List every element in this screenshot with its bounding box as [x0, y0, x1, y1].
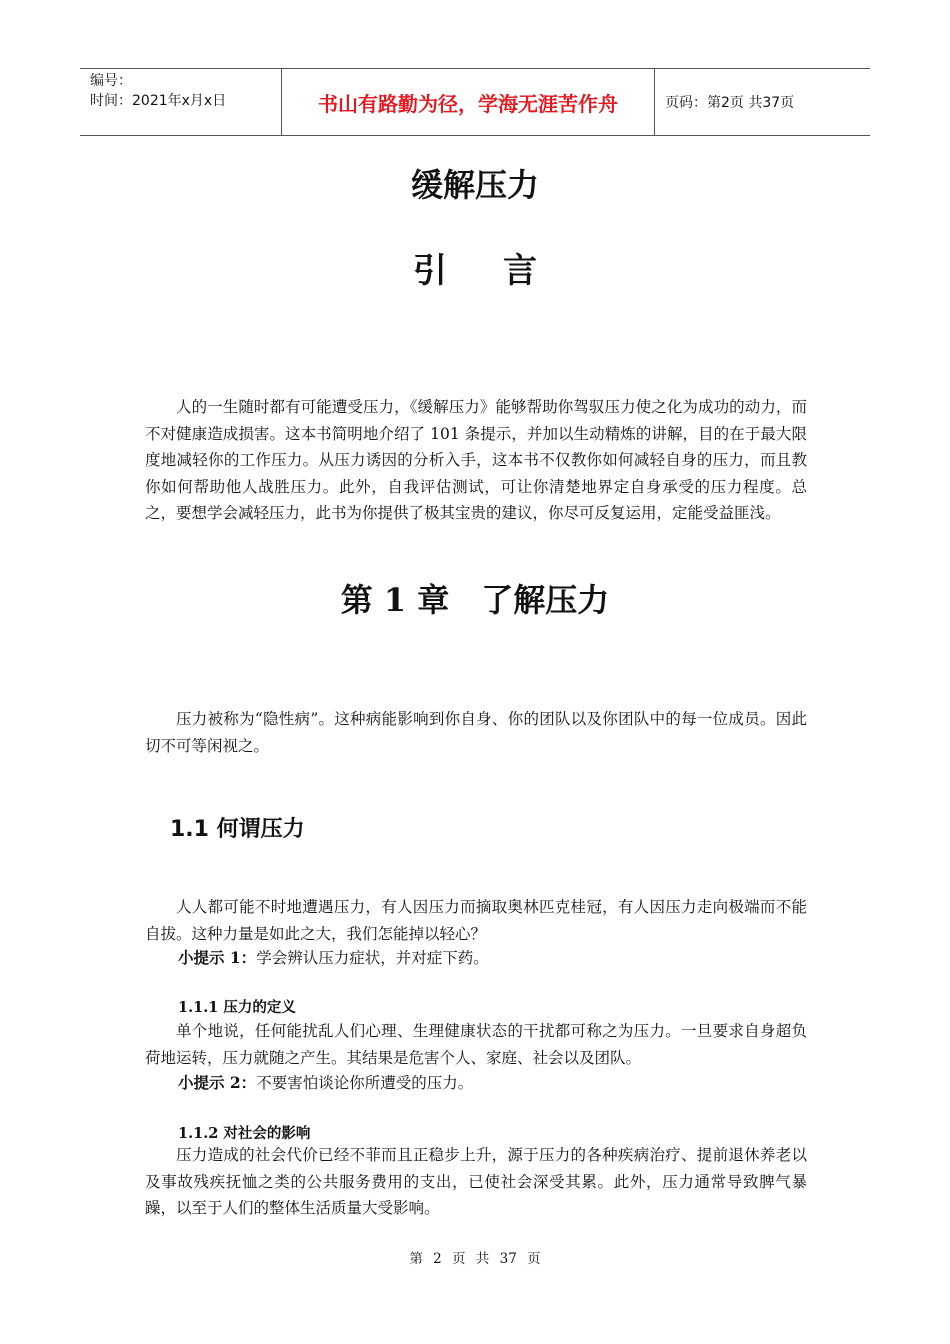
page-footer: 第 2 页 共 37 页 — [409, 1251, 541, 1267]
tip-2-text: 不要害怕谈论你所遭受的压力。 — [256, 1074, 474, 1092]
header-page-info: 页码：第2页 共37页 — [665, 95, 795, 111]
document-title: 缓解压力 — [410, 166, 539, 204]
section-heading-1-1-2: 1.1.2 对社会的影响 — [178, 1125, 311, 1142]
section-1-1-1-paragraph: 单个地说，任何能扰乱人们心理、生理健康状态的干扰都可称之为压力。一旦要求自身超负荷地运转，压力就随之产生。其结果是危害个人、家庭、社会以及团队。 — [145, 1022, 807, 1067]
header-motto: 书山有路勤为径，学海无涯苦作舟 — [282, 69, 655, 135]
section-1-1-paragraph: 人人都可能不时地遭遇压力，有人因压力而摘取奥林匹克桂冠，有人因压力走向极端而不能自拔。这种力量是如此之大，我们怎能掉以轻心？ — [145, 898, 807, 943]
time-label: 时间：2021年x月x日 — [90, 93, 227, 109]
chapter-title: 第 1 章 了解压力 — [340, 581, 610, 619]
tip-2 — [178, 1071, 473, 1093]
header-meta — [80, 69, 282, 135]
section-1-1-2-paragraph: 压力造成的社会代价已经不菲而且正稳步上升，源于压力的各种疾病治疗、提前退休养老以及事故残疾抚恤之类的公共服务费用的支出，已使社会深受其累。此外，压力通常导致脾气暴躁，以至于人们的整体生活质量大受影响。 — [145, 1146, 807, 1217]
page-header — [80, 68, 870, 136]
serial-label: 编号： — [90, 73, 132, 89]
tip-1-label: 小提示 1： — [178, 948, 257, 967]
section-heading-1-1-1: 1.1.1 压力的定义 — [178, 999, 296, 1016]
tip-2-label: 小提示 2： — [178, 1073, 257, 1092]
tip-1 — [178, 946, 489, 968]
chapter-paragraph: 压力被称为“隐性病”。这种病能影响到你自身、你的团队以及你团队中的每一位成员。因此切不可等闲视之。 — [145, 710, 807, 755]
tip-1-text: 学会辨认压力症状，并对症下药。 — [256, 949, 489, 967]
intro-paragraph: 人的一生随时都有可能遭受压力，《缓解压力》能够帮助你驾驭压力使之化为成功的动力，而不对健康造成损害。这本书简明地介绍了 101 条提示，并加以生动精炼的讲解，目的在于最大限度地减轻你的工作压力。从压力诱因的分析入手，这本书不仅教你如何减轻自身的压力，而且教你如何帮助他人战胜压力。此外，自我评估测试，可让你清楚地界定自身承受的压力程度。总之，要想学会减轻压力，此书为你提供了极其宝贵的建议，你尽可反复运用，定能受益匪浅。 — [145, 398, 807, 522]
intro-title: 引言 — [413, 251, 593, 291]
section-heading-1-1: 1.1 何谓压力 — [170, 817, 305, 842]
